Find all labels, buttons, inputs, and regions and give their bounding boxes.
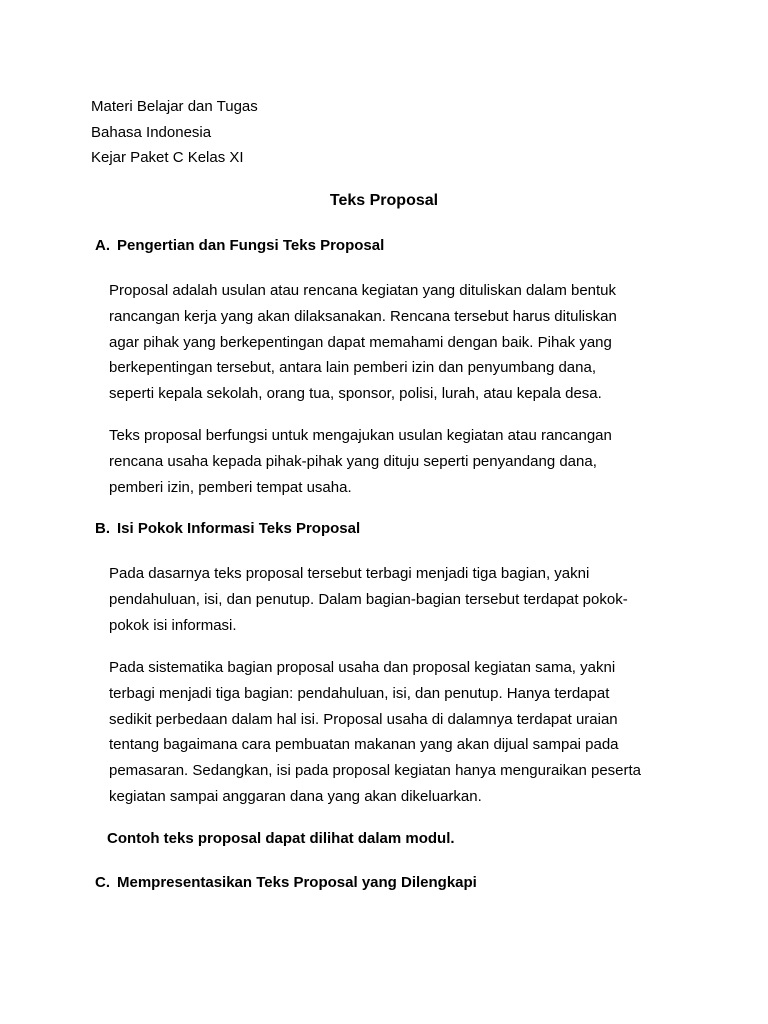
section-heading-b [95, 518, 360, 540]
section-heading-a [95, 235, 384, 257]
text-line: pemberi izin, pemberi tempat usaha. [109, 478, 352, 496]
text-line: pendahuluan, isi, dan penutup. Dalam bagian-bagian tersebut terdapat pokok- [109, 590, 628, 608]
text-line: Pada sistematika bagian proposal usaha dan proposal kegiatan sama, yakni [109, 659, 616, 676]
text-line: terbagi menjadi tiga bagian: pendahuluan, isi, dan penutup. Hanya terdapat [109, 684, 610, 702]
text-line: sedikit perbedaan dalam hal isi. Proposal usaha di dalamnya terdapat uraian [109, 710, 618, 728]
text-line: Teks proposal berfungsi untuk mengajukan usulan kegiatan atau rancangan [109, 427, 612, 444]
text-line: rancangan kerja yang akan dilaksanakan. Rencana tersebut harus dituliskan [109, 307, 617, 325]
header-line-course: Bahasa Indonesia [91, 123, 212, 141]
text-line: seperti kepala sekolah, orang tua, sponsor, polisi, lurah, atau kepala desa. [109, 385, 602, 403]
text-line: pemasaran. Sedangkan, isi pada proposal kegiatan hanya menguraikan peserta [109, 762, 642, 780]
header-line-subject: Materi Belajar dan Tugas [91, 98, 258, 115]
text-line: Proposal adalah usulan atau rencana kegiatan yang dituliskan dalam bentuk [109, 282, 617, 299]
paragraph-definition [109, 278, 699, 407]
document-title: Teks Proposal [329, 192, 439, 209]
section-title: Mempresentasikan Teks Proposal yang Dilengkapi [117, 874, 477, 891]
section-letter: C. [95, 874, 110, 891]
module-note: Contoh teks proposal dapat dilihat dalam modul. [107, 830, 455, 847]
section-title: Pengertian dan Fungsi Teks Proposal [117, 237, 385, 254]
section-heading-c [95, 872, 477, 894]
text-line: tentang bagaimana cara pembuatan makanan yang akan dijual sampai pada [109, 736, 619, 754]
section-letter: A. [95, 237, 110, 254]
text-line: pokok isi informasi. [109, 616, 237, 634]
document-header [91, 94, 691, 171]
section-letter: B. [95, 520, 110, 537]
paragraph-systematics [109, 655, 699, 810]
text-line: rencana usaha kepada pihak-pihak yang dituju seperti penyandang dana, [109, 452, 597, 470]
paragraph-function [109, 423, 699, 500]
text-line: agar pihak yang berkepentingan dapat memahami dengan baik. Pihak yang [109, 333, 612, 351]
text-line: kegiatan sampai anggaran dana yang akan dikeluarkan. [109, 787, 482, 805]
paragraph-overview [109, 561, 699, 638]
text-line: Pada dasarnya teks proposal tersebut terbagi menjadi tiga bagian, yakni [109, 565, 590, 582]
text-line: berkepentingan tersebut, antara lain pemberi izin dan penyumbang dana, [109, 359, 597, 377]
header-line-class: Kejar Paket C Kelas XI [91, 149, 244, 166]
section-title: Isi Pokok Informasi Teks Proposal [117, 520, 361, 537]
